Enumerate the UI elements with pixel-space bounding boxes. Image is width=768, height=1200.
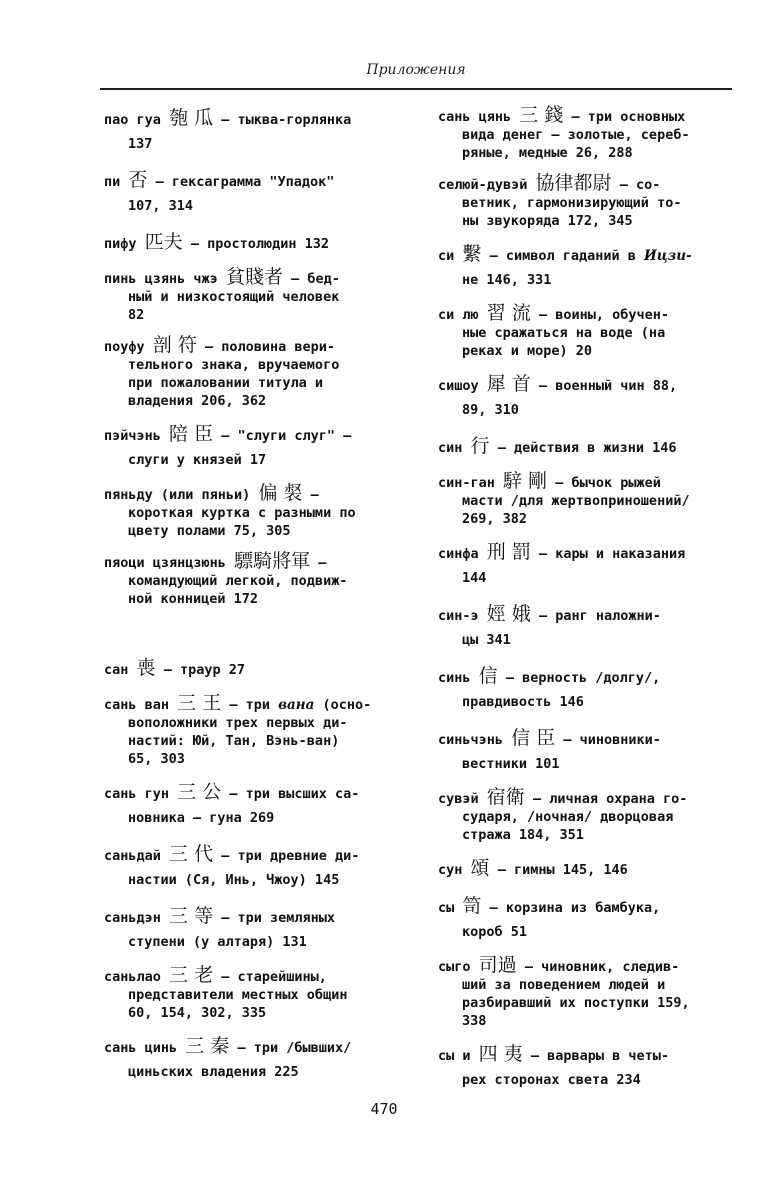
entry-first-line: [438, 106, 738, 126]
entry-continuation-line: 137: [128, 136, 153, 152]
entry-first-line: [104, 966, 404, 986]
header-rule: [100, 88, 732, 90]
entry-first-line: [104, 106, 404, 132]
glossary-entry: [438, 664, 738, 714]
entry-term: сун: [438, 862, 463, 878]
entry-term: сы и: [438, 1048, 471, 1064]
entry-first-line: [104, 552, 404, 572]
entry-definition-start: – траур 27: [163, 662, 245, 678]
glossary-column-left: [104, 106, 404, 1096]
entry-definition-start: – со-: [619, 177, 661, 193]
entry-term: саньдэн: [104, 910, 161, 926]
entry-chinese-characters: 匏 瓜: [169, 107, 214, 129]
entry-definition-start: – действия в жизни 146: [497, 440, 677, 456]
entry-first-line: [438, 304, 738, 324]
entry-first-line: [438, 726, 738, 752]
entry-first-line: [104, 484, 404, 504]
entry-term: поуфу: [104, 339, 145, 355]
entry-continuation-line: короткая куртка с разными по: [128, 505, 356, 521]
entry-chinese-characters: 剖 符: [152, 334, 197, 356]
entry-definition-start: – гексаграмма "Упадок": [155, 174, 335, 190]
entry-continuation-line: не 146, 331: [462, 272, 552, 288]
glossary-entry: [438, 726, 738, 776]
entry-first-line: [438, 788, 738, 808]
entry-continuation-line: короб 51: [462, 924, 528, 940]
glossary-column-right: [438, 106, 738, 1104]
entry-continuation-line: 269, 382: [462, 511, 528, 527]
entry-first-line: [104, 780, 404, 806]
entry-chinese-characters: 三 公: [177, 781, 222, 803]
entry-continuation-line: ны звукоряда 172, 345: [462, 213, 633, 229]
glossary-entry: [104, 656, 404, 682]
entry-continuation-line: ные сражаться на воде (на: [462, 325, 666, 341]
entry-chinese-characters: 繫: [462, 243, 482, 265]
entry-term: пяньду (или пяньи): [104, 487, 251, 503]
glossary-entry: [438, 602, 738, 652]
entry-term: селюй-дувэй: [438, 177, 528, 193]
glossary-entry: [104, 484, 404, 540]
entry-term: сань ван: [104, 697, 170, 713]
entry-term: сань гун: [104, 786, 170, 802]
entry-chinese-characters: 笥: [462, 895, 482, 917]
entry-first-line: [438, 894, 738, 920]
entry-definition-start: – военный чин 88,: [538, 378, 678, 394]
glossary-entry: [104, 230, 404, 256]
glossary-entry: [104, 422, 404, 472]
entry-continuation-line: 144: [462, 570, 487, 586]
entry-chinese-characters: 刑 罰: [486, 541, 531, 563]
entry-continuation-line: реках и море) 20: [462, 343, 593, 359]
entry-continuation-line: командующий легкой, подвиж-: [128, 573, 348, 589]
glossary-entry: [438, 174, 738, 230]
entry-term: пэйчэнь: [104, 428, 161, 444]
entry-term: сы: [438, 900, 455, 916]
entry-continuation-line: масти /для жертвоприношений/: [462, 493, 690, 509]
entry-continuation-line: циньских владения 225: [128, 1064, 299, 1080]
glossary-entry: [438, 788, 738, 844]
entry-definition-start: – тыква-горлянка: [221, 112, 352, 128]
entry-continuation-line: владения 206, 362: [128, 393, 267, 409]
entry-continuation-line: ший за поведением людей и: [462, 977, 666, 993]
entry-chinese-characters: 司過: [478, 954, 517, 976]
entry-definition-start: – верность /долгу/,: [505, 670, 661, 686]
entry-definition-start: – гимны 145, 146: [497, 862, 628, 878]
entry-continuation-line: ряные, медные 26, 288: [462, 145, 633, 161]
entry-term: саньлао: [104, 969, 161, 985]
entry-definition-start: – три: [229, 697, 279, 713]
entry-chinese-characters: 信: [478, 665, 498, 687]
entry-chinese-characters: 信 臣: [511, 727, 556, 749]
entry-continuation-line: ный и низкостоящий человек: [128, 289, 340, 305]
entry-first-line: [104, 268, 404, 288]
entry-first-line: [438, 472, 738, 492]
entry-first-line: [104, 904, 404, 930]
entry-italic-term: вана: [278, 697, 315, 713]
entry-chinese-characters: 喪: [136, 657, 156, 679]
entry-term: саньдай: [104, 848, 161, 864]
entry-definition-start: – "слуги слуг" –: [221, 428, 352, 444]
entry-chinese-characters: 宿衛: [486, 786, 525, 808]
entry-term: сан: [104, 662, 129, 678]
entry-definition-start: – чиновники-: [563, 732, 661, 748]
entry-definition-start: – символ гаданий в: [489, 248, 644, 264]
entry-term: синьчэнь: [438, 732, 504, 748]
entry-first-line: [438, 664, 738, 690]
entry-chinese-characters: 否: [128, 169, 148, 191]
entry-definition-start: – три высших са-: [229, 786, 360, 802]
entry-continuation-line: стража 184, 351: [462, 827, 584, 843]
glossary-entry: [438, 1042, 738, 1092]
entry-chinese-characters: 騂 剛: [503, 470, 548, 492]
glossary-entry: [104, 336, 404, 410]
entry-chinese-characters: 犀 首: [486, 373, 531, 395]
glossary-entry: [438, 540, 738, 590]
entry-continuation-line: сударя, /ночная/ дворцовая: [462, 809, 674, 825]
glossary-entry: [438, 106, 738, 162]
glossary-entry: [104, 842, 404, 892]
entry-first-line: [438, 602, 738, 628]
glossary-entry: [104, 268, 404, 324]
entry-first-line: [104, 694, 404, 714]
entry-definition-continuation: (осно-: [314, 697, 372, 713]
entry-definition-start: – кары и наказания: [538, 546, 686, 562]
entry-continuation-line: 107, 314: [128, 198, 194, 214]
glossary-entry: [104, 106, 404, 156]
entry-continuation-line: новника – гуна 269: [128, 810, 275, 826]
entry-continuation-line: разбиравший их поступки 159,: [462, 995, 690, 1011]
glossary-entry: [438, 472, 738, 528]
glossary-entry: [104, 904, 404, 954]
glossary-entry: [104, 694, 404, 768]
entry-definition-start: – три древние ди-: [221, 848, 360, 864]
entry-continuation-line: цвету полами 75, 305: [128, 523, 291, 539]
page-number: 470: [370, 1100, 398, 1118]
entry-first-line: [104, 336, 404, 356]
entry-term: син: [438, 440, 463, 456]
entry-chinese-characters: 習 流: [486, 302, 531, 324]
glossary-entry: [104, 780, 404, 830]
entry-definition-start: – простолюдин 132: [190, 236, 329, 252]
entry-chinese-characters: 貧賤者: [225, 266, 283, 288]
entry-chinese-characters: 陪 臣: [169, 423, 214, 445]
entry-first-line: [438, 956, 738, 976]
entry-term: си лю: [438, 307, 479, 323]
entry-continuation-line: вида денег – золотые, сереб-: [462, 127, 690, 143]
glossary-entry: [438, 894, 738, 944]
entry-first-line: [438, 174, 738, 194]
entry-chinese-characters: 三 代: [169, 843, 214, 865]
entry-definition-start: – корзина из бамбука,: [489, 900, 661, 916]
entry-continuation-line: 89, 310: [462, 402, 519, 418]
entry-continuation-line: 65, 303: [128, 751, 185, 767]
entry-chinese-characters: 匹夫: [144, 231, 183, 253]
entry-italic-term: Ицзи-: [644, 248, 692, 264]
entry-definition-start: – воины, обучен-: [538, 307, 670, 323]
entry-first-line: [438, 242, 738, 268]
entry-definition-start: –: [310, 487, 319, 503]
entry-term: сувэй: [438, 791, 479, 807]
letter-group-gap: [104, 620, 404, 656]
entry-chinese-characters: 娙 娥: [486, 603, 531, 625]
running-header: Приложения: [366, 62, 466, 78]
entry-term: сыго: [438, 959, 471, 975]
glossary-entry: [104, 552, 404, 608]
entry-continuation-line: ветник, гармонизирующий то-: [462, 195, 682, 211]
entry-definition-start: – три /бывших/: [237, 1040, 352, 1056]
entry-term: син-ган: [438, 475, 495, 491]
glossary-entry: [438, 242, 738, 292]
entry-first-line: [104, 842, 404, 868]
entry-chinese-characters: 頌: [470, 857, 490, 879]
entry-chinese-characters: 偏 裻: [258, 482, 303, 504]
entry-first-line: [438, 540, 738, 566]
entry-continuation-line: воположники трех первых ди-: [128, 715, 348, 731]
glossary-entry: [438, 956, 738, 1030]
entry-first-line: [438, 434, 738, 460]
entry-term: синфа: [438, 546, 479, 562]
entry-continuation-line: правдивость 146: [462, 694, 584, 710]
entry-continuation-line: рех сторонах света 234: [462, 1072, 641, 1088]
entry-continuation-line: тельного знака, вручаемого: [128, 357, 340, 373]
entry-continuation-line: слуги у князей 17: [128, 452, 267, 468]
entry-term: пифу: [104, 236, 137, 252]
entry-first-line: [438, 856, 738, 882]
entry-term: пи: [104, 174, 121, 190]
entry-continuation-line: ной конницей 172: [128, 591, 259, 607]
entry-chinese-characters: 三 錢: [519, 104, 564, 126]
entry-chinese-characters: 三 秦: [185, 1035, 230, 1057]
entry-continuation-line: вестники 101: [462, 756, 560, 772]
entry-continuation-line: цы 341: [462, 632, 511, 648]
entry-continuation-line: представители местных общин: [128, 987, 348, 1003]
entry-continuation-line: настий: Юй, Тан, Вэнь-ван): [128, 733, 340, 749]
glossary-entry: [438, 434, 738, 460]
entry-chinese-characters: 協律都尉: [535, 172, 612, 194]
entry-first-line: [104, 230, 404, 256]
entry-chinese-characters: 三 老: [169, 964, 214, 986]
entry-continuation-line: 60, 154, 302, 335: [128, 1005, 267, 1021]
entry-definition-start: – бед-: [291, 271, 340, 287]
entry-definition-start: – личная охрана го-: [532, 791, 688, 807]
glossary-entry: [104, 168, 404, 218]
entry-chinese-characters: 驃騎將軍: [234, 550, 311, 572]
entry-term: пяоци цзянцзюнь: [104, 555, 226, 571]
entry-continuation-line: настии (Ся, Инь, Чжоу) 145: [128, 872, 340, 888]
glossary-entry: [438, 304, 738, 360]
entry-term: сань цянь: [438, 109, 512, 125]
entry-definition-start: – чиновник, следив-: [524, 959, 680, 975]
entry-chinese-characters: 三 王: [177, 692, 222, 714]
entry-definition-start: – ранг наложни-: [538, 608, 661, 624]
entry-term: пинь цзянь чжэ: [104, 271, 218, 287]
entry-chinese-characters: 四 夷: [478, 1043, 523, 1065]
entry-term: сишоу: [438, 378, 479, 394]
entry-definition-start: – варвары в четы-: [530, 1048, 670, 1064]
entry-chinese-characters: 三 等: [169, 905, 214, 927]
entry-continuation-line: при пожаловании титула и: [128, 375, 324, 391]
entry-definition-start: – три основных: [571, 109, 686, 125]
glossary-entry: [438, 372, 738, 422]
glossary-entry: [438, 856, 738, 882]
entry-continuation-line: 338: [462, 1013, 487, 1029]
entry-first-line: [104, 422, 404, 448]
entry-first-line: [104, 1034, 404, 1060]
entry-term: синь: [438, 670, 471, 686]
entry-continuation-line: 82: [128, 307, 145, 323]
entry-definition-start: – три земляных: [221, 910, 336, 926]
entry-chinese-characters: 行: [470, 435, 490, 457]
entry-continuation-line: ступени (у алтаря) 131: [128, 934, 307, 950]
glossary-entry: [104, 1034, 404, 1084]
entry-first-line: [104, 656, 404, 682]
entry-definition-start: – бычок рыжей: [555, 475, 661, 491]
entry-term: си: [438, 248, 455, 264]
entry-term: син-э: [438, 608, 479, 624]
glossary-entry: [104, 966, 404, 1022]
entry-definition-start: – старейшины,: [221, 969, 327, 985]
entry-term: пао гуа: [104, 112, 161, 128]
entry-definition-start: –: [318, 555, 327, 571]
entry-term: сань цинь: [104, 1040, 178, 1056]
entry-definition-start: – половина вери-: [204, 339, 336, 355]
entry-first-line: [438, 372, 738, 398]
entry-first-line: [104, 168, 404, 194]
entry-first-line: [438, 1042, 738, 1068]
